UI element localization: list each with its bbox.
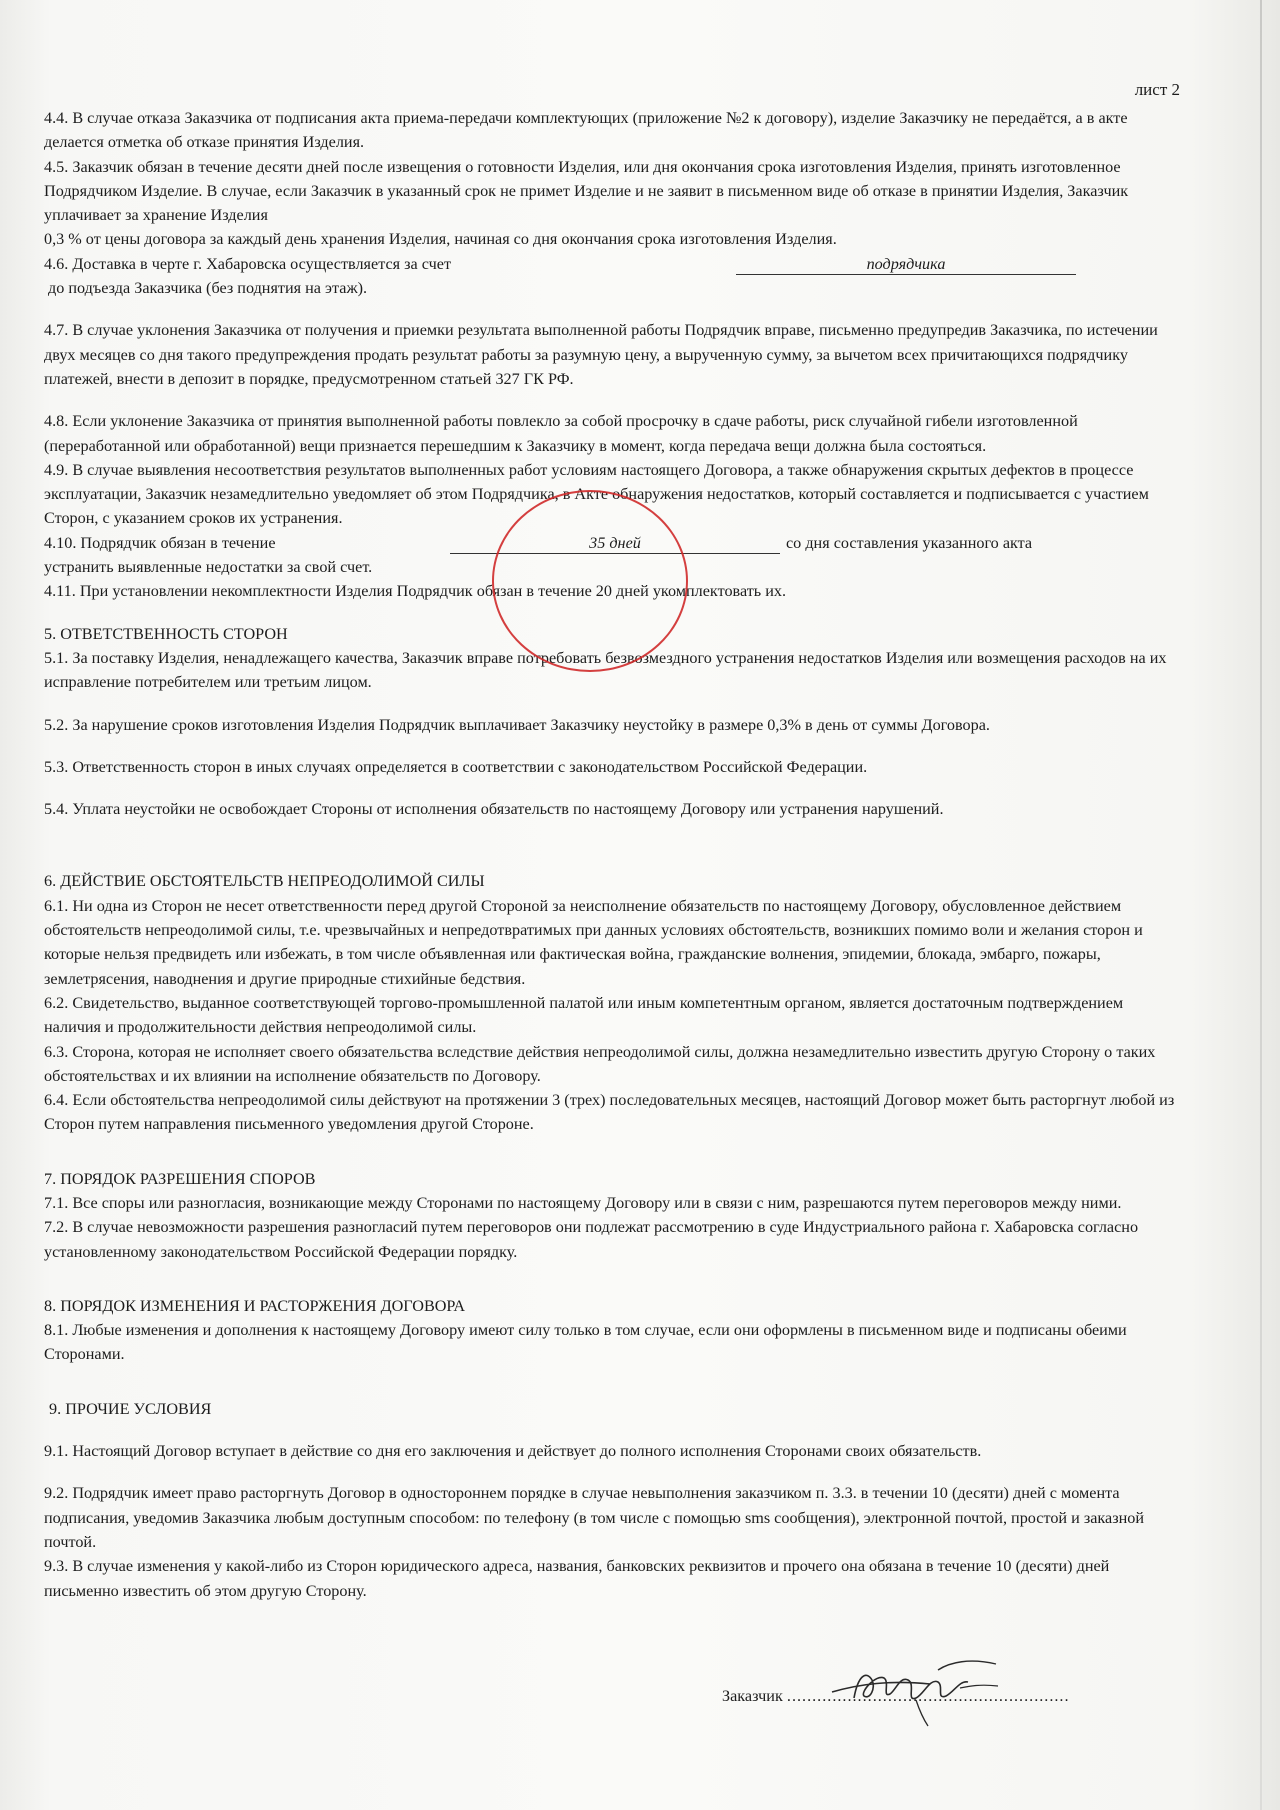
clause-4-6-label: 4.6. Доставка в черте г. Хабаровска осуществляется за счет [44,254,452,273]
clause-4-4: 4.4. В случае отказа Заказчика от подписания акта приема-передачи комплектующих (приложение №2 к договору), изделие Заказчику не передаётся, а в акте делается отметка об отказе принятия Изделия. [44,109,1128,152]
section-9-heading: 9. ПРОЧИЕ УСЛОВИЯ [49,1399,212,1418]
red-stamp-circle [492,490,688,672]
clause-4-7: 4.7. В случае уклонения Заказчика от получения и приемки результата выполненной работы Подрядчик вправе, письменно предупредив Заказчика, по истечении двух месяцев со дня такого предупреждения продать результат работы за разумную цену, а вырученную сумму, за вычетом всех причитающихся подрядчику платежей, внести в депозит в порядке, предусмотренном статьей 327 ГК РФ. [44,321,1158,388]
clause-5-3: 5.3. Ответственность сторон в иных случаях определяется в соответствии с законодательством Российской Федерации. [44,757,868,776]
clause-4-6-continuation: до подъезда Заказчика (без поднятия на этаж). [48,279,368,298]
clause-5-1: 5.1. За поставку Изделия, ненадлежащего качества, Заказчик вправе потребовать безвозмездного устранения недостатков Изделия или возмещения расходов на их исправление потребителем или третьим лицом. [44,648,1167,692]
contract-body [44,106,1184,1603]
clause-4-6-row [44,252,1184,276]
clause-4-11: 4.11. При установлении некомплектности Изделия Подрядчик обязан в течение 20 дней укомплектовать их. [44,582,787,601]
paper-edge [1260,0,1262,1810]
section-7-heading: 7. ПОРЯДОК РАЗРЕШЕНИЯ СПОРОВ [44,1169,316,1188]
clause-4-5-rate: 0,3 % от цены договора за каждый день хранения Изделия, начиная со дня окончания срока изготовления Изделия. [44,230,837,249]
clause-4-8: 4.8. Если уклонение Заказчика от принятия выполненной работы повлекло за собой просрочку в сдаче работы, риск случайной гибели изготовленной (переработанной или обработанной) вещи признается перешедшим к Заказчику в момент, когда передача вещи должна была состояться. [44,412,1078,455]
clause-9-3: 9.3. В случае изменения у какой-либо из Сторон юридического адреса, названия, банковских реквизитов и прочего она обязана в течение 10 (десяти) дней письменно известить об этом другую Сторону. [44,1557,1110,1600]
clause-8-1: 8.1. Любые изменения и дополнения к настоящему Договору имеют силу только в том случае, если они оформлены в письменном виде и подписаны обеими Сторонами. [44,1321,1127,1364]
clause-4-10-end: устранить выявленные недостатки за свой счет. [44,558,373,577]
sheet-number: лист 2 [1134,80,1180,99]
signature-label: Заказчик [722,1687,783,1705]
clause-6-4: 6.4. Если обстоятельства непреодолимой силы действуют на протяжении 3 (трех) последовательных месяцев, настоящий Договор может быть расторгнут любой из Сторон путем направления письменного уведомления другой Стороне. [44,1091,1175,1134]
clause-4-10-continuation: со дня составления указанного акта [786,533,1033,552]
section-5-heading: 5. ОТВЕТСТВЕННОСТЬ СТОРОН [44,624,288,643]
clause-4-10-label: 4.10. Подрядчик обязан в течение [44,533,276,552]
clause-4-9: 4.9. В случае выявления несоответствия результатов выполненных работ условиям настоящего Договора, а также обнаружения скрытых дефектов в процессе эксплуатации, Заказчик незамедлительно уведомляет об этом Подрядчика, в Акте обнаружения недостатков, который составляется и подписывается с участием Сторон, с указанием сроков их устранения. [44,460,1149,528]
section-8-heading: 8. ПОРЯДОК ИЗМЕНЕНИЯ И РАСТОРЖЕНИЯ ДОГОВОРА [44,1296,466,1315]
clause-6-3: 6.3. Сторона, которая не исполняет своего обязательства вследствие действия непреодолимой силы, должна незамедлительно известить другую Сторону о таких обстоятельствах и их влиянии на исполнение обязательств по Договору. [44,1042,1156,1085]
clause-4-10-filled-value: 35 дней [450,531,780,554]
signature-dots: ........................................................ [786,1687,1070,1705]
clause-4-5: 4.5. Заказчик обязан в течение десяти дней после извещения о готовности Изделия, или дня окончания срока изготовления Изделия, принять изготовленное Подрядчиком Изделие. В случае, если Заказчик в указанный срок не примет Изделие и не заявит в письменном виде об отказе в принятии Изделия, Заказчик уплачивает за хранение Изделия [44,157,1129,225]
section-6-heading: 6. ДЕЙСТВИЕ ОБСТОЯТЕЛЬСТВ НЕПРЕОДОЛИМОЙ СИЛЫ [44,872,485,891]
clause-9-1: 9.1. Настоящий Договор вступает в действие со дня его заключения и действует до полного исполнения Сторонами своих обязательств. [44,1442,982,1461]
clause-7-1: 7.1. Все споры или разногласия, возникающие между Сторонами по настоящему Договору или в связи с ним, разрешаются путем переговоров между ними. [44,1193,1122,1212]
clause-9-2: 9.2. Подрядчик имеет право расторгнуть Договор в одностороннем порядке в случае невыполнения заказчиком п. 3.3. в течении 10 (десяти) дней с момента подписания, уведомив Заказчика любым доступным способом: по телефону (в том числе с помощью sms сообщения), электронной почтой, простой и заказной почтой. [44,1484,1145,1551]
clause-7-2: 7.2. В случае невозможности разрешения разногласий путем переговоров они подлежат рассмотрению в суде Индустриального района г. Хабаровска согласно установленному законодательством Российской Федерации порядку. [44,1218,1139,1261]
handwritten-signature [820,1640,1020,1730]
clause-5-2: 5.2. За нарушение сроков изготовления Изделия Подрядчик выплачивает Заказчику неустойку в размере 0,3% в день от суммы Договора. [44,715,990,734]
clause-5-4: 5.4. Уплата неустойки не освобождает Стороны от исполнения обязательств по настоящему Договору или устранения нарушений. [44,800,944,819]
clause-6-1: 6.1. Ни одна из Сторон не несет ответственности перед другой Стороной за неисполнение обязательств по настоящему Договору, обусловленное действием обстоятельств непреодолимой силы, т.е. чрезвычайных и непредотвратимых при данных условиях обстоятельств, возникших помимо воли и желания сторон и которые нельзя предвидеть или избежать, в том числе объявленная или фактическая война, гражданские волнения, эпидемии, блокада, эмбарго, пожары, землетрясения, наводнения и другие природные стихийные бедствия. [44,896,1143,988]
clause-4-6-filled-value: подрядчика [736,252,1076,275]
clause-6-2: 6.2. Свидетельство, выданное соответствующей торгово-промышленной палатой или иным компетентным органом, является достаточным подтверждением наличия и продолжительности действия непреодолимой силы. [44,993,1124,1037]
